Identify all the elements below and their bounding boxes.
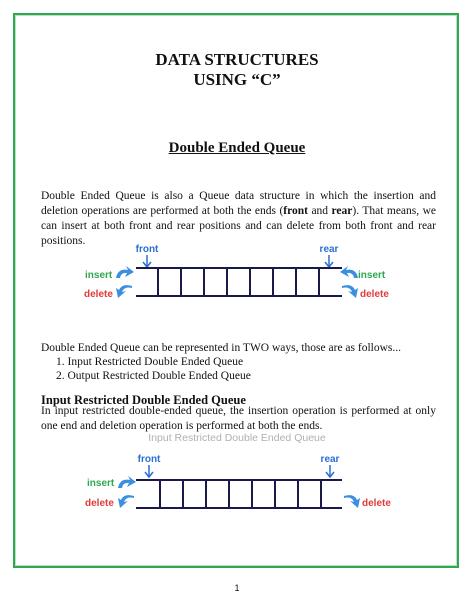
- list-item: 1. Input Restricted Double Ended Queue: [56, 356, 244, 368]
- delete-right-arrow-icon: [342, 285, 358, 298]
- rear-label: rear: [320, 454, 340, 465]
- intro-text-1: Double Ended Queue is also a Queue data structure in which the insertion and deletion operations are performed at both the ends (: [41, 190, 436, 217]
- intro-text-3: ). That means, we can insert at both front and rear positions and can delete from both front and rear positions.: [41, 205, 436, 247]
- intro-text-2: and: [307, 205, 332, 217]
- insert-right-label: insert: [358, 270, 386, 281]
- document-title: DATA STRUCTURES: [155, 50, 319, 69]
- insert-left-arrow-icon: [116, 266, 134, 278]
- insert-left-label: insert: [85, 270, 113, 281]
- front-down-arrow-icon: [145, 465, 153, 477]
- list-item: 2. Output Restricted Double Ended Queue: [56, 370, 251, 382]
- page-number: 1: [234, 583, 240, 593]
- input-restricted-diagram: [0, 452, 474, 522]
- document-subtitle: USING “C”: [193, 70, 281, 89]
- insert-left-arrow-icon: [118, 476, 136, 488]
- intro-rear-term: rear: [331, 205, 353, 217]
- intro-front-term: front: [283, 205, 308, 217]
- front-label: front: [135, 244, 159, 255]
- delete-left-label: delete: [85, 498, 114, 509]
- representation-intro: Double Ended Queue can be represented in TWO ways, those are as follows...: [41, 342, 402, 354]
- input-restricted-text: In input restricted double-ended queue, the insertion operation is performed at only one end and deletion operation is performed at both the ends.: [41, 405, 436, 432]
- diagram-caption: Input Restricted Double Ended Queue: [148, 432, 326, 444]
- rear-down-arrow-icon: [325, 255, 333, 267]
- delete-left-arrow-icon: [118, 495, 134, 508]
- queue-cells: [136, 480, 342, 508]
- section-heading: Double Ended Queue: [168, 140, 306, 156]
- representation-list: [56, 355, 251, 383]
- delete-right-label: delete: [360, 289, 389, 300]
- insert-right-arrow-icon: [340, 266, 358, 278]
- delete-left-arrow-icon: [116, 285, 132, 298]
- delete-right-label: delete: [362, 498, 391, 509]
- insert-left-label: insert: [87, 478, 115, 489]
- rear-label: rear: [319, 244, 339, 255]
- front-down-arrow-icon: [143, 255, 151, 267]
- delete-left-label: delete: [84, 289, 113, 300]
- input-restricted-heading: Input Restricted Double Ended Queue: [41, 393, 246, 407]
- delete-right-arrow-icon: [344, 495, 360, 508]
- rear-down-arrow-icon: [326, 465, 334, 477]
- queue-cells: [136, 268, 342, 296]
- deque-diagram: [0, 240, 474, 310]
- front-label: front: [137, 454, 161, 465]
